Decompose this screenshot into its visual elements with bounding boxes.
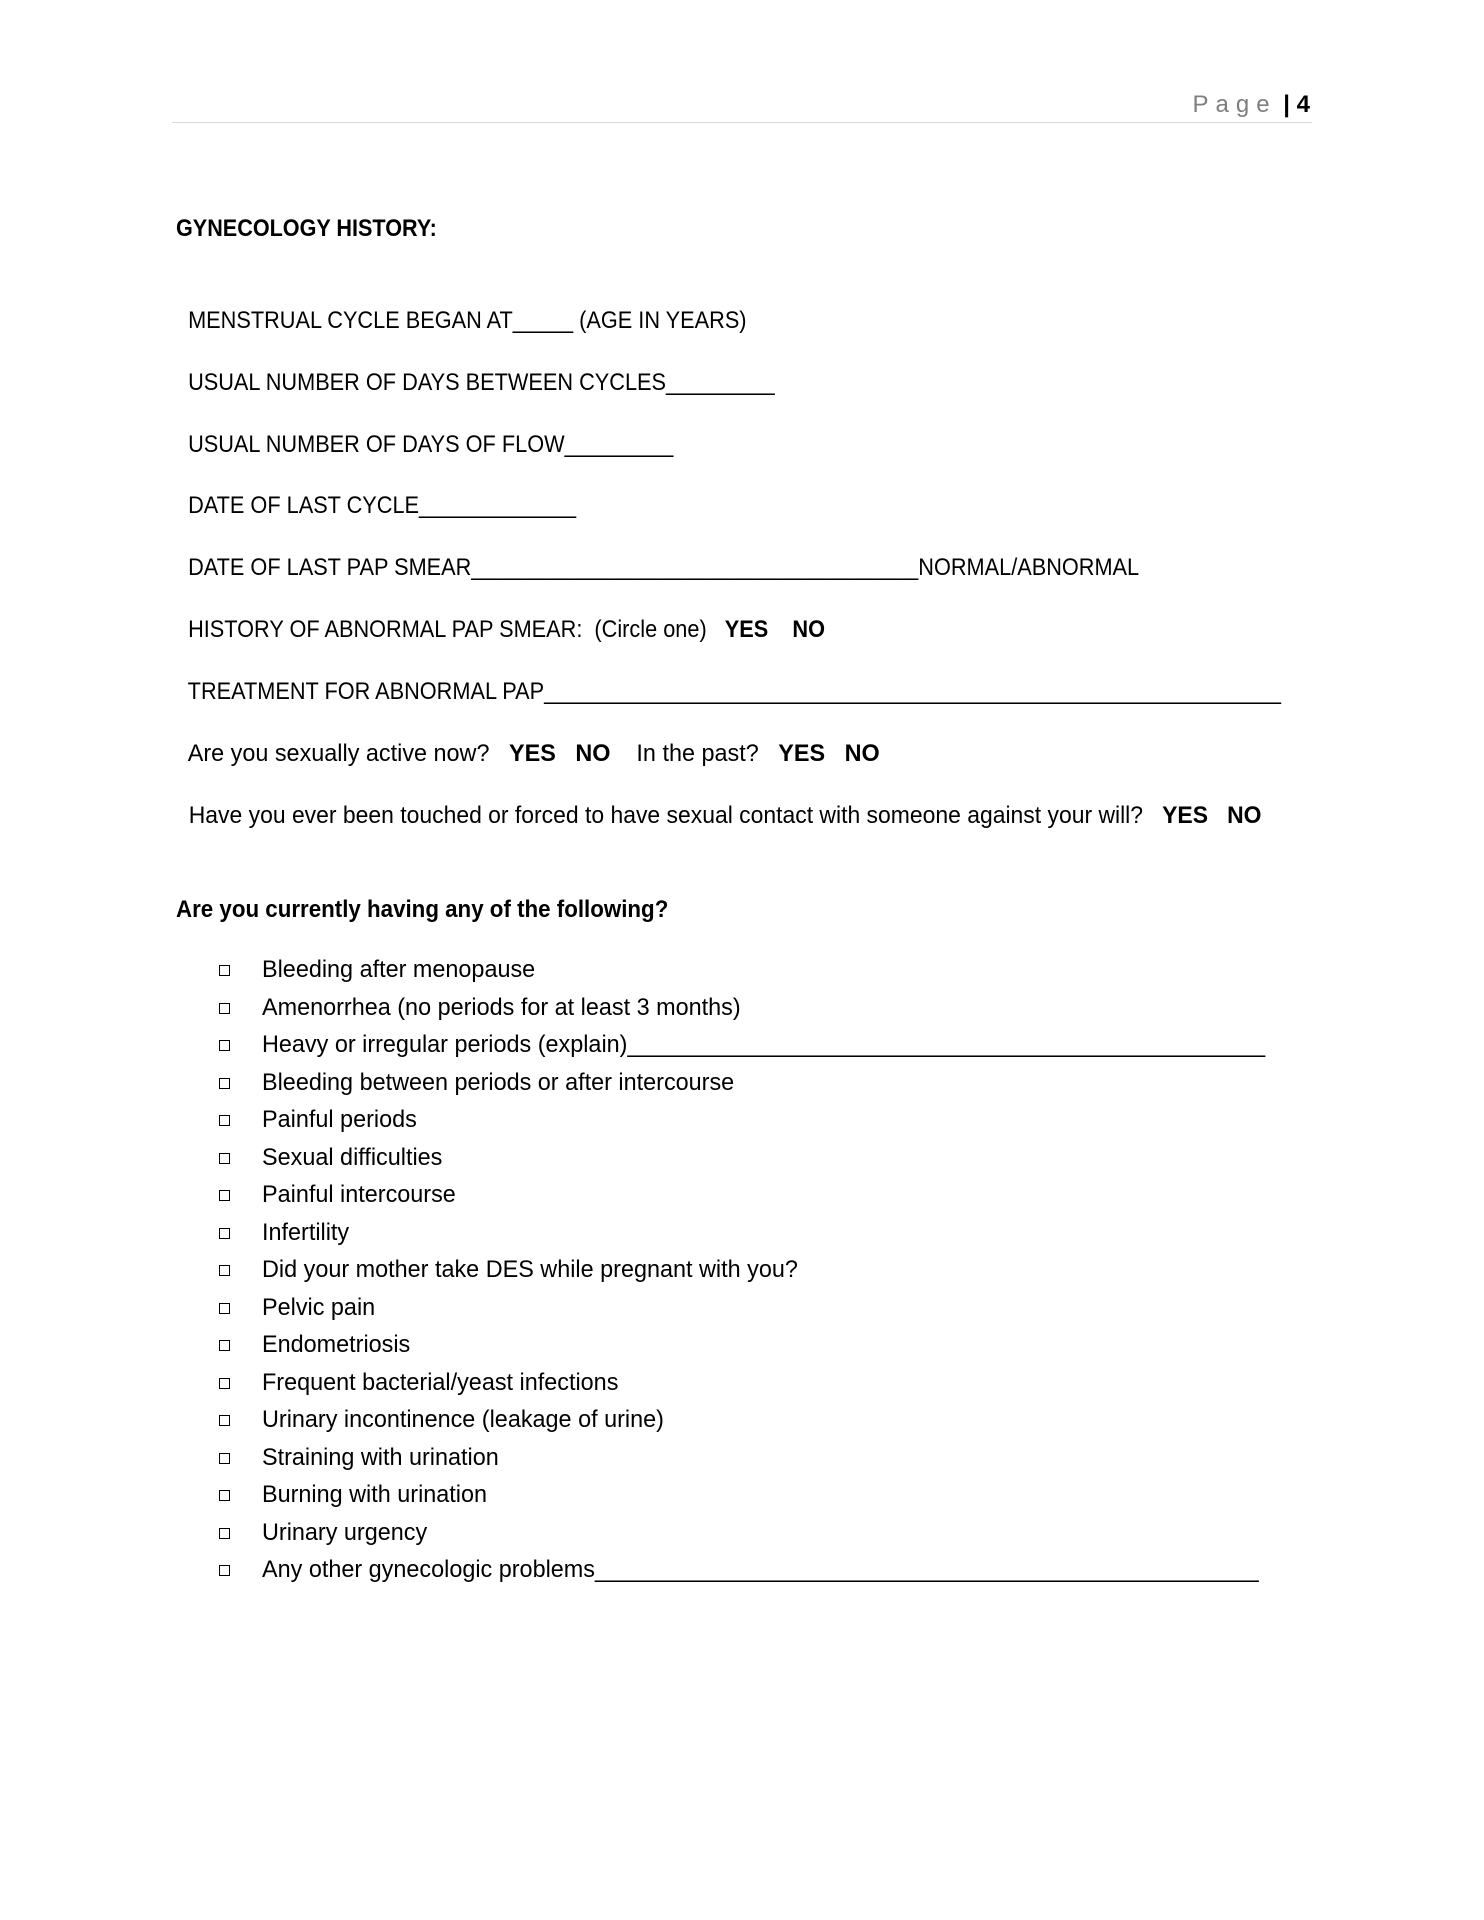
no-option[interactable]: NO: [1227, 802, 1262, 829]
spacer: [825, 740, 845, 767]
checkbox-empty-icon[interactable]: [219, 1565, 230, 1576]
checklist-item-label: Sexual difficulties: [262, 1143, 443, 1171]
form-line-text: HISTORY OF ABNORMAL PAP SMEAR: (Circle one): [188, 616, 725, 643]
checklist-item-label: Heavy or irregular periods (explain)_________________________________________________: [262, 1031, 1266, 1058]
form-line-text: TREATMENT FOR ABNORMAL PAP_____________________________________________________________: [187, 678, 1281, 705]
no-option-now[interactable]: NO: [575, 740, 611, 767]
checklist-item-label: Painful periods: [262, 1106, 417, 1133]
checkbox-empty-icon[interactable]: [219, 1303, 230, 1314]
form-line-text: Have you ever been touched or forced to have sexual contact with someone against your will?: [188, 802, 1163, 829]
section-title-current-symptoms: Are you currently having any of the following?: [176, 896, 669, 923]
form-line-text: USUAL NUMBER OF DAYS OF FLOW_________: [188, 431, 674, 458]
checklist-item-label: Frequent bacterial/yeast infections: [262, 1368, 619, 1396]
checklist-item-label: Painful intercourse: [262, 1181, 456, 1208]
page-label: Page: [1192, 91, 1277, 118]
checklist-item-label: Amenorrhea (no periods for at least 3 months): [262, 993, 741, 1021]
form-line-text: MENSTRUAL CYCLE BEGAN AT_____ (AGE IN YEARS): [188, 307, 747, 334]
spacer: [1208, 802, 1227, 829]
checkbox-empty-icon[interactable]: [219, 1040, 230, 1051]
form-line-text: USUAL NUMBER OF DAYS BETWEEN CYCLES_________: [188, 369, 775, 396]
checkbox-empty-icon[interactable]: [219, 1078, 230, 1089]
checkbox-empty-icon[interactable]: [219, 1453, 230, 1464]
checkbox-empty-icon[interactable]: [219, 1115, 230, 1126]
checklist-item-label: Urinary incontinence (leakage of urine): [262, 1406, 664, 1433]
checklist-item-label: Urinary urgency: [262, 1518, 428, 1546]
header-rule: [172, 122, 1312, 123]
form-line-date-last-pap[interactable]: [176, 523, 1139, 583]
checkbox-empty-icon[interactable]: [219, 965, 230, 976]
checklist-item-label: Straining with urination: [262, 1443, 499, 1471]
yes-option-past[interactable]: YES: [778, 740, 826, 767]
page-header: [1193, 90, 1310, 120]
checkbox-empty-icon[interactable]: [219, 1415, 230, 1426]
checklist-item-label: Burning with urination: [262, 1481, 488, 1508]
form-line-text: Are you sexually active now?: [187, 740, 509, 767]
section-title-gynecology-history: GYNECOLOGY HISTORY:: [176, 215, 437, 242]
checkbox-empty-icon[interactable]: [219, 1003, 230, 1014]
spacer: [768, 616, 792, 643]
checklist-item-label: Any other gynecologic problems___________________________________________________: [262, 1556, 1259, 1583]
checkbox-empty-icon[interactable]: [219, 1265, 230, 1276]
no-option-past[interactable]: NO: [844, 740, 880, 767]
checklist-item-label: Endometriosis: [262, 1331, 411, 1358]
checkbox-empty-icon[interactable]: [219, 1490, 230, 1501]
form-line-days-between-cycles[interactable]: [176, 338, 775, 398]
checklist-item-label: Pelvic pain: [262, 1293, 376, 1321]
checklist-item-label: Did your mother take DES while pregnant with you?: [262, 1256, 798, 1283]
yes-option[interactable]: YES: [1162, 802, 1208, 829]
checkbox-empty-icon[interactable]: [219, 1153, 230, 1164]
form-line-menstrual-onset[interactable]: [176, 276, 747, 336]
checklist-item-label: Bleeding between periods or after intercourse: [262, 1068, 735, 1096]
form-line-sexually-active: [176, 709, 880, 769]
no-option[interactable]: NO: [792, 616, 825, 643]
yes-option-now[interactable]: YES: [508, 740, 556, 767]
checkbox-empty-icon[interactable]: [219, 1228, 230, 1239]
spacer: [556, 740, 576, 767]
yes-option[interactable]: YES: [724, 616, 769, 643]
form-line-sexual-contact-against-will: [176, 771, 1261, 831]
checkbox-empty-icon[interactable]: [219, 1190, 230, 1201]
checkbox-empty-icon[interactable]: [219, 1528, 230, 1539]
checkbox-empty-icon[interactable]: [219, 1378, 230, 1389]
checkbox-empty-icon[interactable]: [219, 1340, 230, 1351]
form-line-text: DATE OF LAST PAP SMEAR_____________________________________NORMAL/ABNORMAL: [188, 554, 1140, 581]
page-number: 4: [1296, 91, 1310, 118]
form-line-text: DATE OF LAST CYCLE_____________: [188, 492, 577, 519]
form-line-date-last-cycle[interactable]: [176, 461, 576, 521]
form-line-history-abnormal-pap: [176, 585, 825, 645]
form-line-treatment-abnormal-pap[interactable]: [176, 647, 1281, 707]
checklist-item-label: Infertility: [262, 1218, 350, 1246]
form-line-text-past: In the past?: [610, 740, 779, 767]
form-line-days-of-flow[interactable]: [176, 400, 673, 460]
page-separator: |: [1283, 91, 1290, 118]
checklist-item-label: Bleeding after menopause: [262, 956, 536, 983]
